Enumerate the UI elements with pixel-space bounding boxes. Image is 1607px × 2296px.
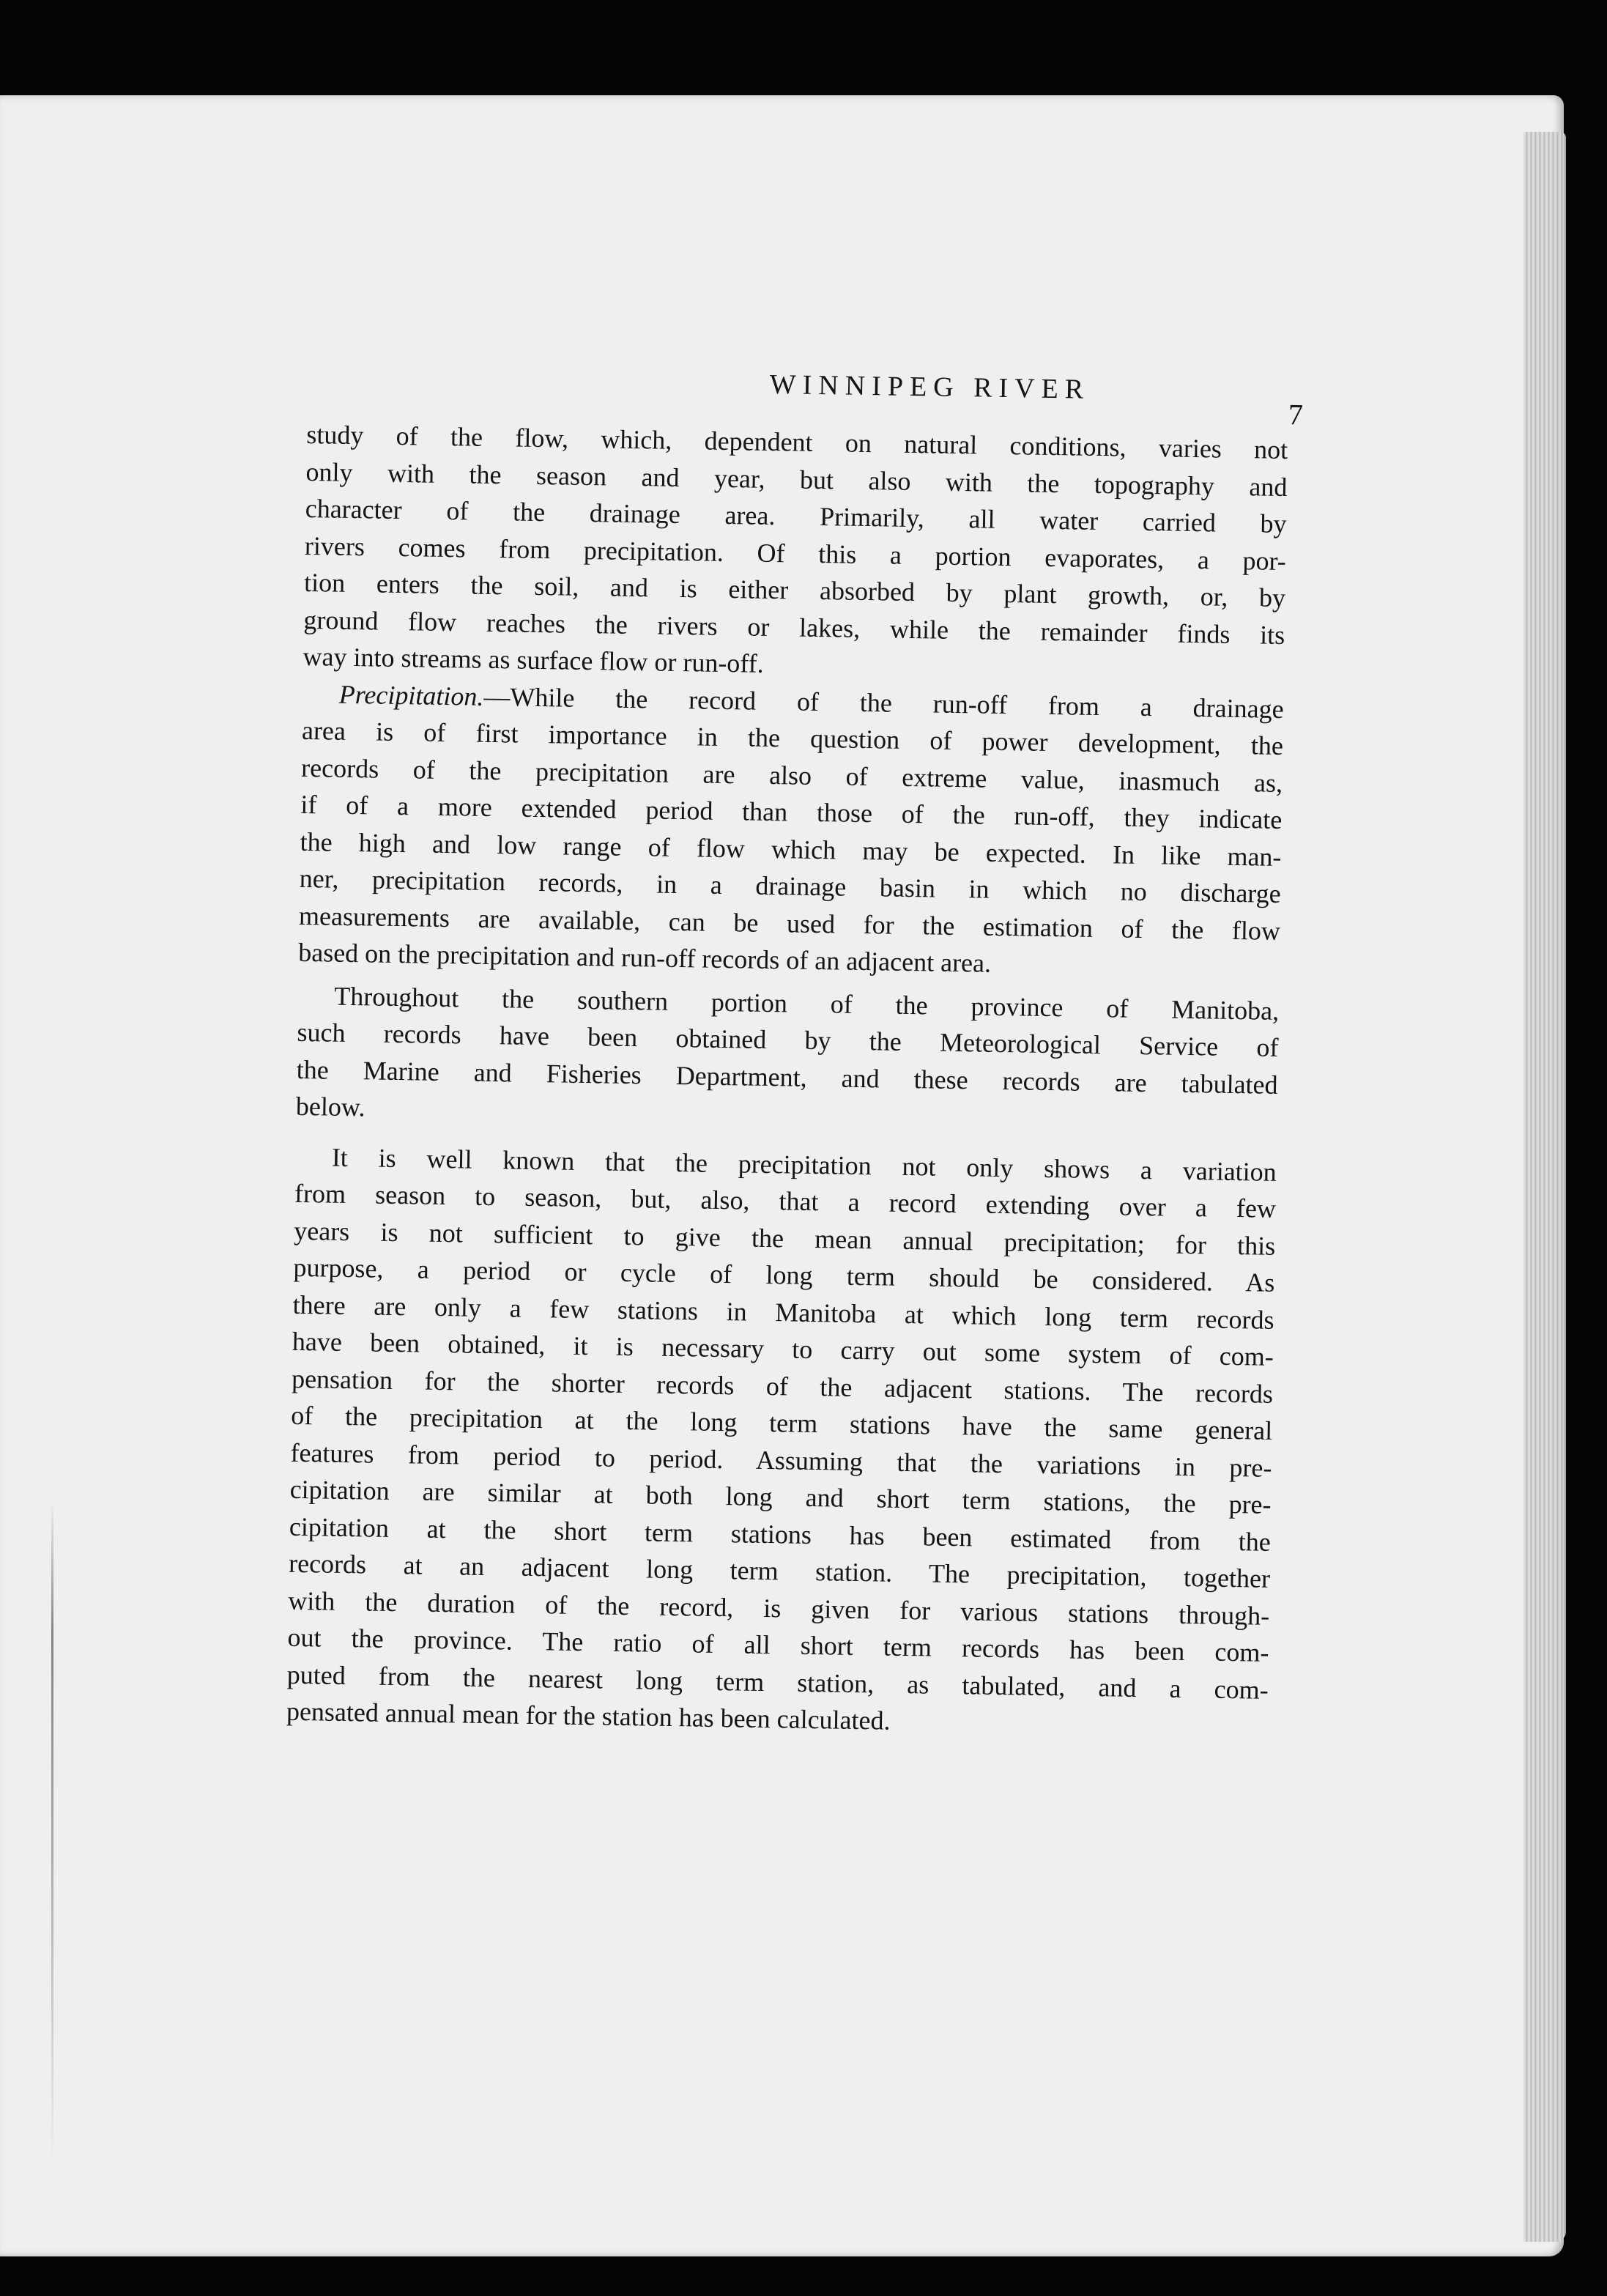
text-line: if of a more extended period than those of the run-off, they indicate: [300, 789, 1283, 834]
running-head-title: WINNIPEG RIVER: [769, 369, 1091, 405]
text-line: puted from the nearest long term station, as tabulated, and a com-: [286, 1659, 1269, 1705]
text-line: area is of first importance in the question of power development, the: [301, 715, 1284, 760]
text-line: pensated annual mean for the station has been calculated.: [286, 1696, 891, 1736]
text-line: there are only a few stations in Manitoba at which long term records: [292, 1289, 1274, 1335]
text-line: measurements are available, can be used for the estimation of the flow: [298, 900, 1281, 946]
text-line: the high and low range of flow which may be expected. In like man-: [300, 826, 1282, 872]
text-line: cipitation are similar at both long and short term stations, the pre-: [289, 1474, 1272, 1519]
text-line: character of the drainage area. Primarily, all water carried by: [305, 493, 1287, 539]
text-line: out the province. The ratio of all short term records has been com-: [287, 1622, 1269, 1667]
binding-gutter: [51, 1502, 53, 2161]
text-line: records of the precipitation are also of extreme value, inasmuch as,: [300, 752, 1283, 798]
body-text: [286, 416, 1288, 1745]
paragraph-2: [298, 675, 1284, 986]
text-line: of the precipitation at the long term stations have the same general: [291, 1400, 1273, 1445]
text-line: have been obtained, it is necessary to carry out some system of com-: [292, 1326, 1274, 1371]
text-line: such records have been obtained by the Meteorological Service of: [297, 1017, 1279, 1062]
text-line: purpose, a period or cycle of long term should be considered. As: [293, 1252, 1275, 1297]
text-line: pensation for the shorter records of the adjacent stations. The records: [291, 1363, 1274, 1409]
text-line: years is not sufficient to give the mean annual precipitation; for this: [294, 1215, 1276, 1261]
text-line: ner, precipitation records, in a drainage basin in which no discharge: [299, 863, 1282, 908]
precipitation-heading: Precipitation.: [338, 679, 484, 711]
text-line: below.: [295, 1091, 365, 1122]
text-line: with the duration of the record, is given for various stations through-: [288, 1585, 1270, 1631]
text-line: rivers comes from precipitation. Of this a portion evaporates, a por-: [304, 530, 1287, 576]
paragraph-3: [296, 977, 1280, 1140]
paragraph-1: [303, 416, 1288, 691]
text-line: way into streams as surface flow or run-off.: [303, 641, 764, 678]
text-line: records at an adjacent long term station. The precipitation, together: [288, 1548, 1271, 1593]
text-line: the Marine and Fisheries Department, and these records are tabulated: [296, 1054, 1278, 1100]
page-number: 7: [1288, 398, 1304, 432]
paragraph-2-first-line: —While the record of the run-off from a drainage: [483, 681, 1284, 724]
text-line: based on the precipitation and run-off records of an adjacent area.: [297, 937, 992, 978]
text-line: It is well known that the precipitation not only shows a variation: [331, 1142, 1277, 1187]
text-line: study of the flow, which, dependent on natural conditions, varies not: [306, 419, 1288, 465]
paragraph-4: [286, 1138, 1277, 1745]
text-line: features from period to period. Assuming that the variations in pre-: [290, 1437, 1272, 1483]
text-line: only with the season and year, but also with the topography and: [305, 456, 1288, 502]
text-line: from season to season, but, also, that a record extending over a few: [294, 1178, 1277, 1223]
page-edges: [1524, 132, 1566, 2242]
text-line: cipitation at the short term stations has been estimated from the: [289, 1511, 1272, 1557]
text-line: tion enters the soil, and is either absorbed by plant growth, or, by: [303, 567, 1286, 613]
text-line: ground flow reaches the rivers or lakes, while the remainder finds its: [303, 604, 1285, 650]
text-line: Throughout the southern portion of the province of Manitoba,: [334, 981, 1280, 1026]
